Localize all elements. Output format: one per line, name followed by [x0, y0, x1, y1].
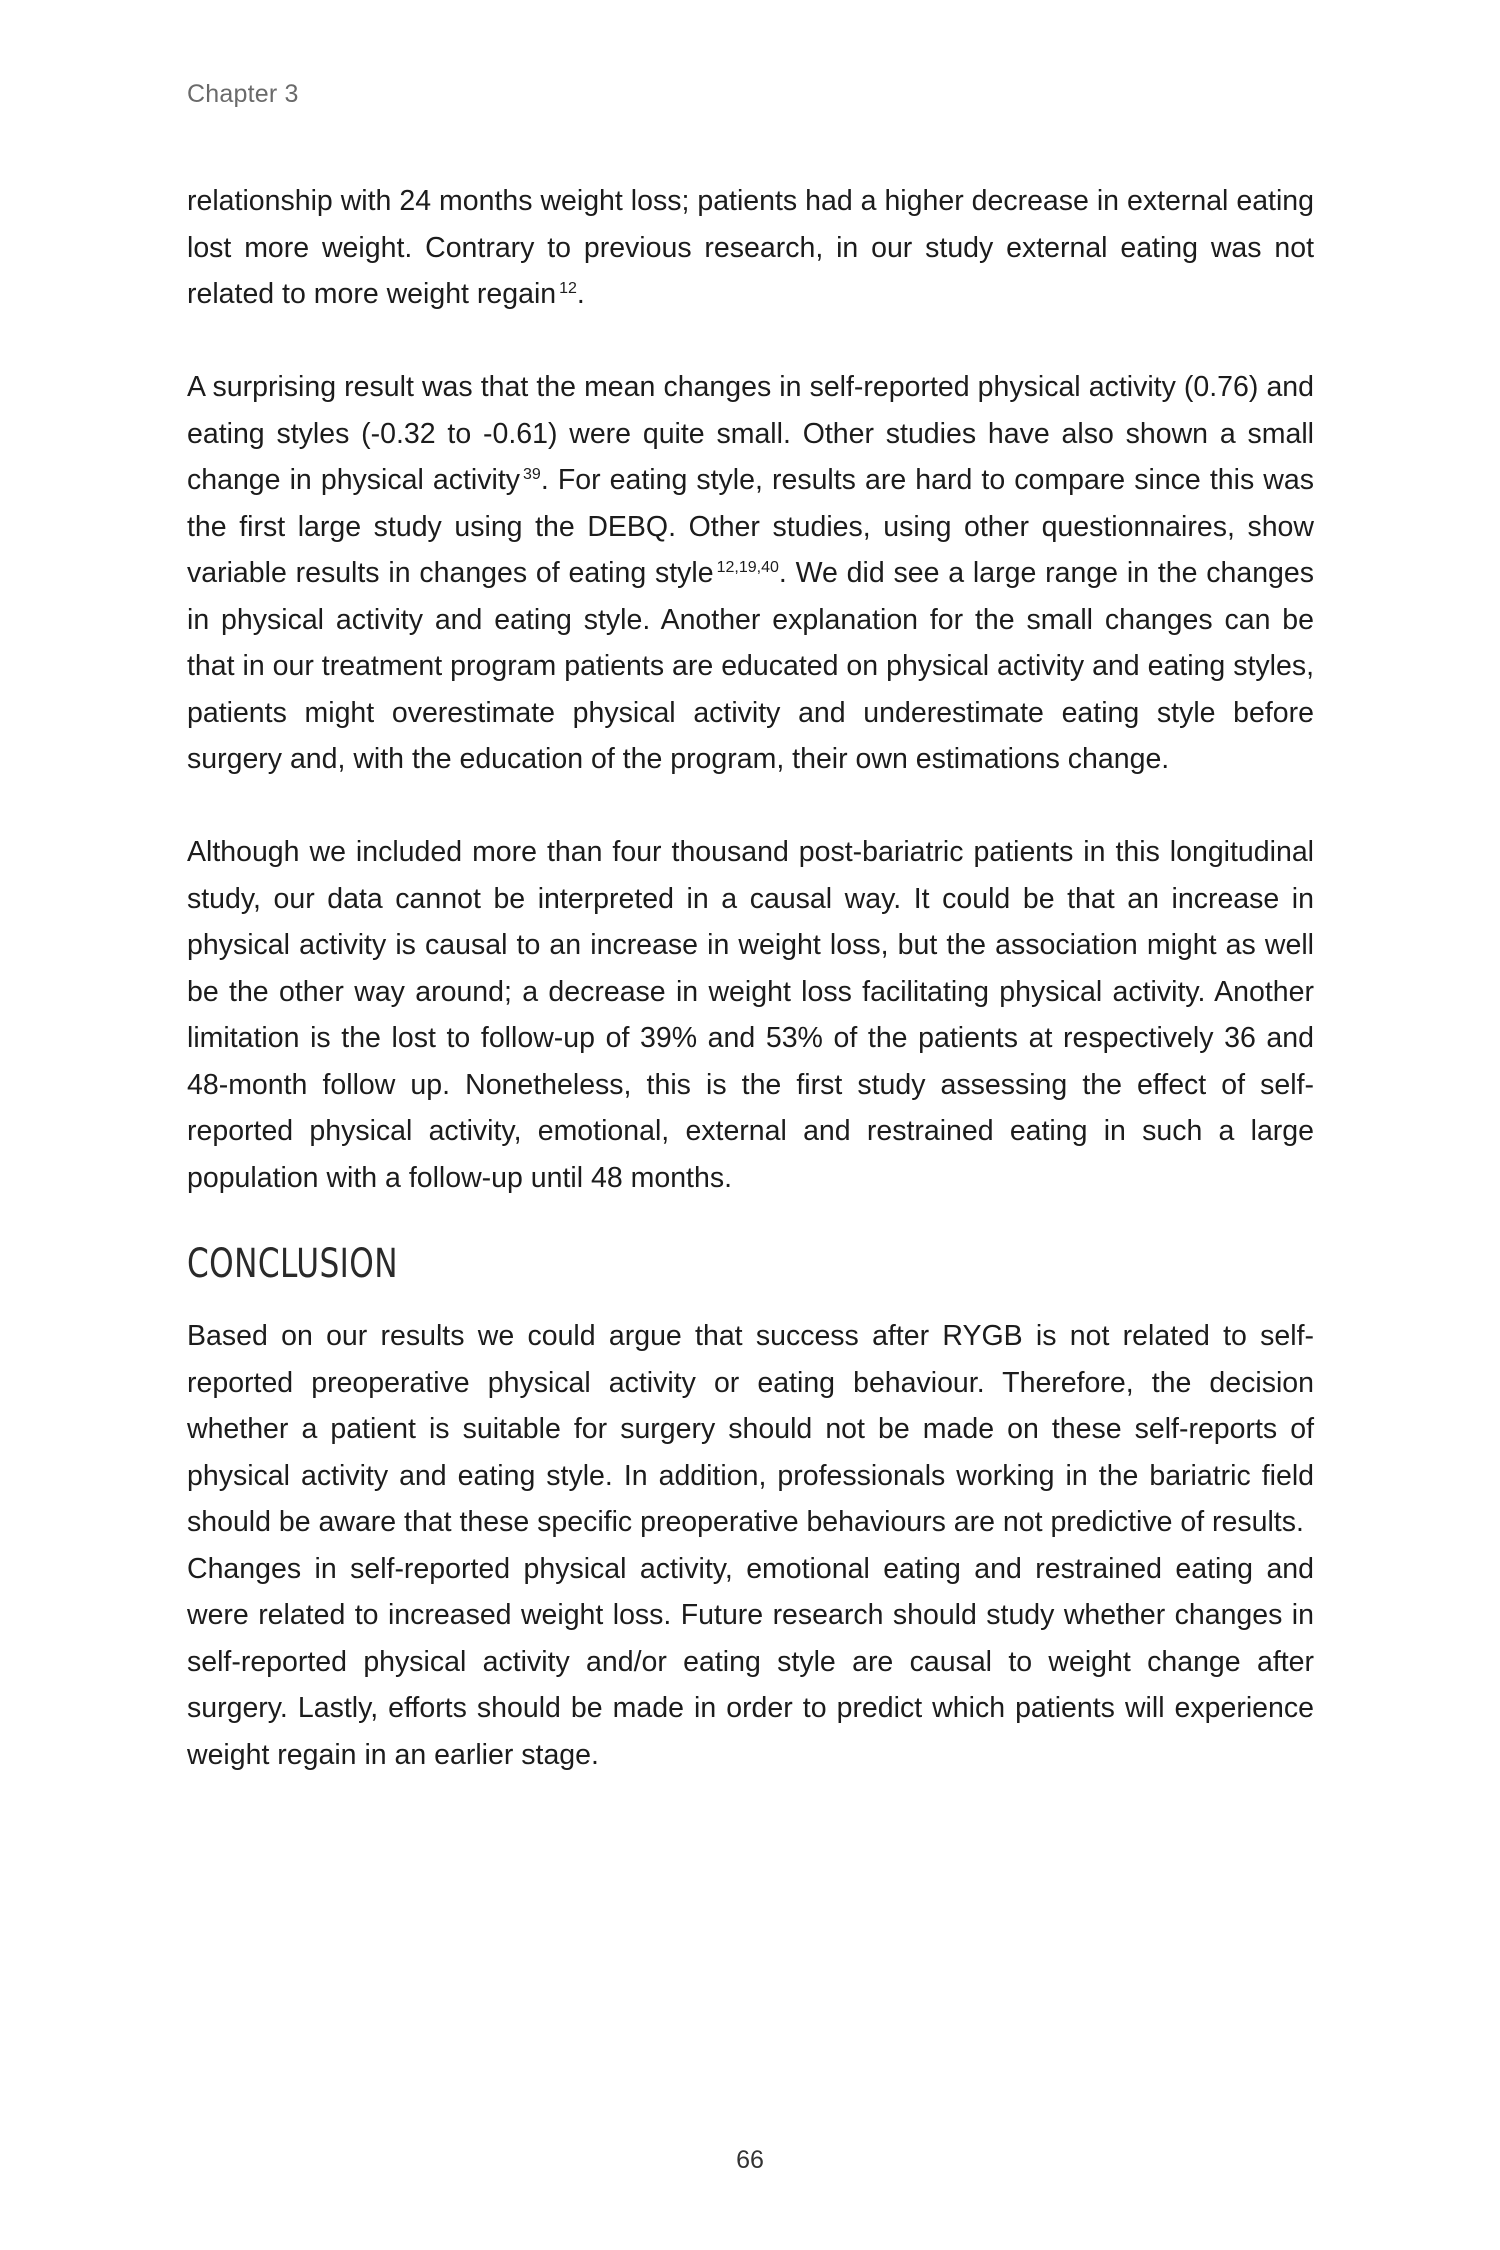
- paragraph-text: relationship with 24 months weight loss; patients had a higher decrease in external eating lost more weight. Contrary to previous research, in our study external eating was not related to more weight regain: [187, 185, 1314, 310]
- paragraph-future-research: Changes in self-reported physical activity, emotional eating and restrained eating and were related to increased weight loss. Future research should study whether changes in self-reported physical activity and/or eating style are causal to weight change after surgery. Lastly, efforts should be made in order to predict which patients will experience weight regain in an earlier stage.: [187, 1552, 1314, 1771]
- paragraph-conclusion: Based on our results we could argue that success after RYGB is not related to self-reported preoperative physical activity or eating behaviour. Therefore, the decision whether a patient is suitable for surgery should not be made on these self-reports of physical activity and eating style. In addition, professionals working in the bariatric field should be aware that these specific preoperative behaviours are not predictive of results.: [187, 1320, 1314, 1538]
- page-number: 66: [736, 2146, 764, 2174]
- running-head: Chapter 3: [187, 80, 299, 108]
- paragraph-limitations: Although we included more than four thousand post-bariatric patients in this longitudinal study, our data cannot be interpreted in a causal way. It could be that an increase in physical activity is causal to an increase in weight loss, but the association might as well be the other way around; a decrease in weight loss facilitating physical activity. Another limitation is the lost to follow-up of 39% and 53% of the patients at respectively 36 and 48-month follow up. Nonetheless, this is the first study assessing the effect of self-reported physical activity, emotional, external and restrained eating in such a large population with a follow-up until 48 months.: [187, 836, 1314, 1194]
- paragraph-text: A surprising result was that the mean changes in self-reported physical activity (0.76) and eating styles (-0.32 to -0.61) were quite small. Other studies have also shown a small change in physical activity: [187, 371, 1314, 496]
- paragraph-weight-regain: [187, 178, 1314, 318]
- paragraph-text: . We did see a large range in the changes in physical activity and eating style. Another explanation for the small changes can be that in our treatment program patients are educated on physical activity and eating styles, patients might overestimate physical activity and underestimate eating style before surgery and, with the education of the program, their own estimations change.: [187, 557, 1314, 775]
- reference-superscript: 12: [559, 279, 577, 297]
- page-body: [187, 178, 1314, 1778]
- paragraph-text-tail: .: [576, 278, 585, 310]
- conclusion-heading: CONCLUSION: [187, 1241, 398, 1287]
- reference-superscript: 12,19,40: [716, 558, 779, 576]
- reference-superscript: 39: [523, 465, 541, 483]
- paragraph-surprising-result: [187, 364, 1314, 783]
- paragraph-text: . For eating style, results are hard to compare since this was the first large study using the DEBQ. Other studies, using other questionnaires, show variable results in changes of eating style: [187, 464, 1314, 589]
